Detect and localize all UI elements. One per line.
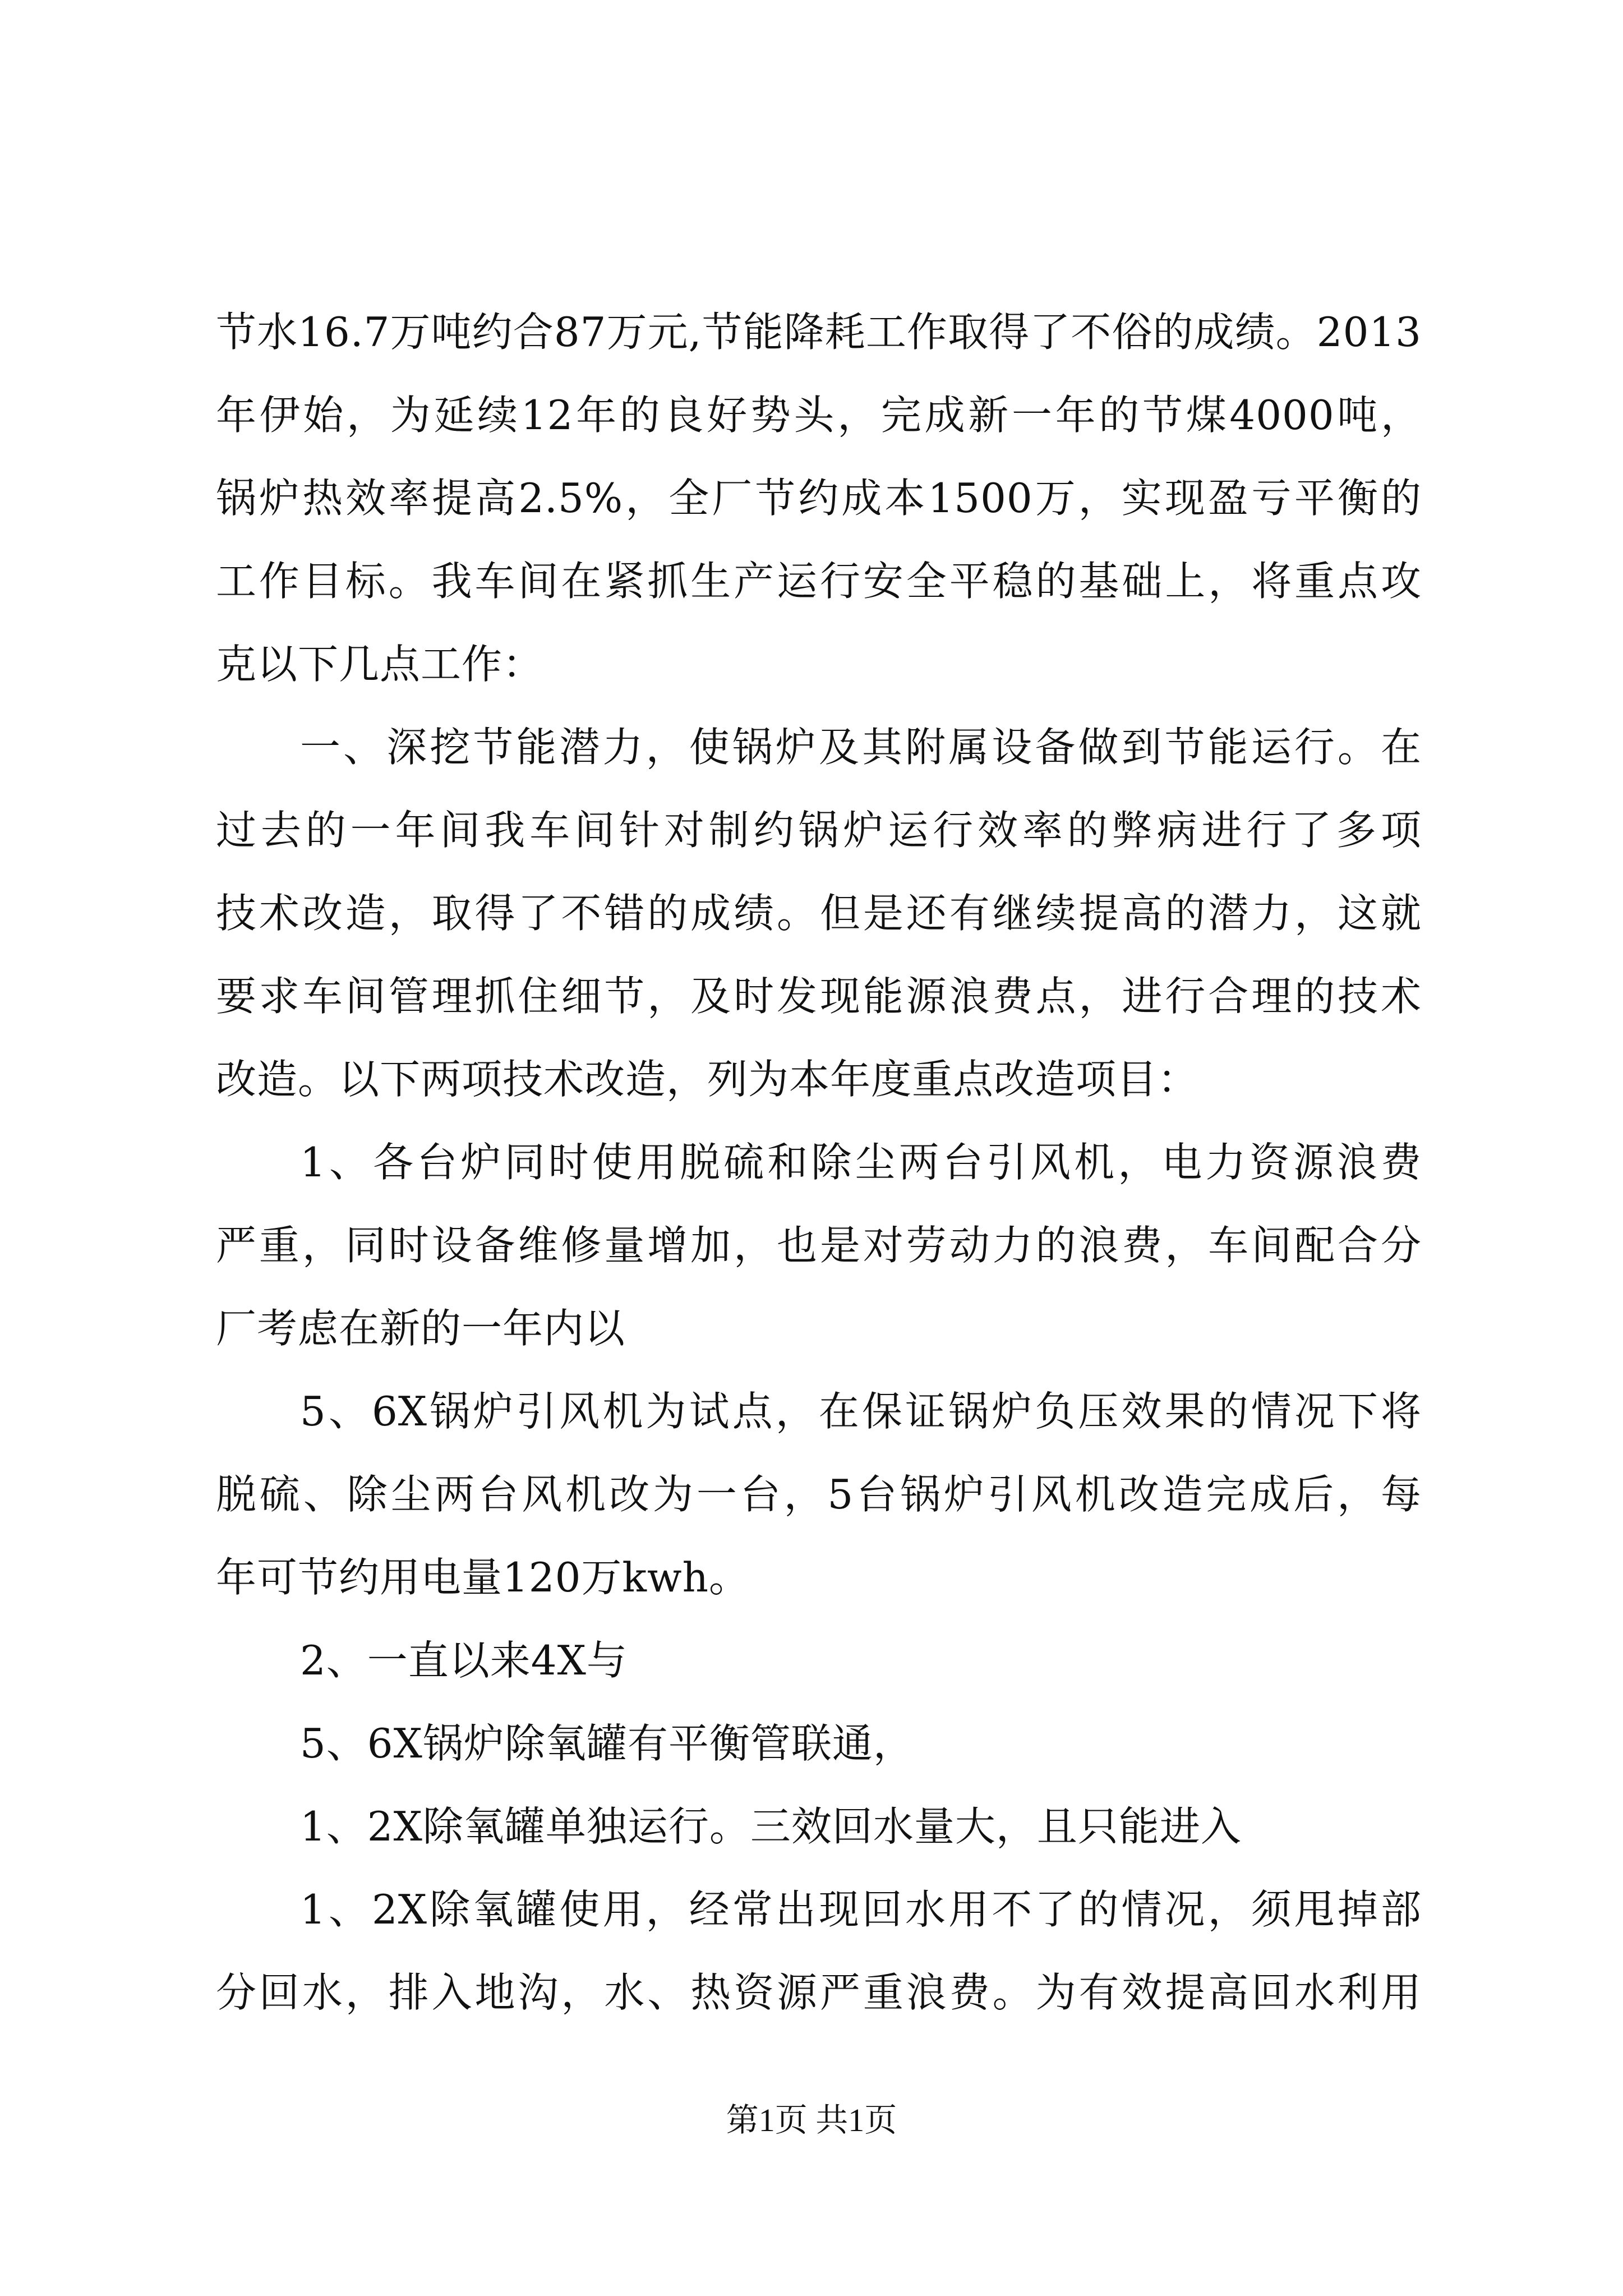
text-line: 要求车间管理抓住细节，及时发现能源浪费点，进行合理的技术 [216, 973, 1422, 1020]
text-line: 一、深挖节能潜力，使锅炉及其附属设备做到节能运行。在 [300, 724, 1422, 771]
page-number-footer: 第1页 共1页 [726, 2102, 897, 2138]
text-line: 工作目标。我车间在紧抓生产运行安全平稳的基础上，将重点攻 [216, 558, 1422, 605]
text-line: 改造。以下两项技术改造，列为本年度重点改造项目： [216, 1056, 1199, 1103]
text-line: 严重，同时设备维修量增加，也是对劳动力的浪费，车间配合分 [216, 1222, 1422, 1269]
text-line: 厂考虑在新的一年内以 [216, 1305, 626, 1352]
text-line: 技术改造，取得了不错的成绩。但是还有继续提高的潜力，这就 [216, 890, 1422, 937]
text-line: 过去的一年间我车间针对制约锅炉运行效率的弊病进行了多项 [216, 807, 1422, 854]
text-line: 5、6X锅炉引风机为试点，在保证锅炉负压效果的情况下将 [300, 1388, 1422, 1435]
text-line: 脱硫、除尘两台风机改为一台，5台锅炉引风机改造完成后，每 [216, 1471, 1422, 1518]
text-line: 克以下几点工作： [216, 641, 544, 688]
text-line: 分回水，排入地沟，水、热资源严重浪费。为有效提高回水利用 [216, 1969, 1422, 2016]
text-line: 2、一直以来4X与 [300, 1637, 628, 1684]
text-line: 1、2X除氧罐使用，经常出现回水用不了的情况，须甩掉部 [300, 1886, 1422, 1933]
text-line: 1、各台炉同时使用脱硫和除尘两台引风机，电力资源浪费 [300, 1139, 1422, 1186]
text-line: 锅炉热效率提高2.5%，全厂节约成本1500万，实现盈亏平衡的 [216, 475, 1422, 522]
document-body [216, 291, 1422, 2034]
text-line: 年伊始，为延续12年的良好势头，完成新一年的节煤4000吨， [216, 392, 1422, 439]
text-line: 5、6X锅炉除氧罐有平衡管联通， [300, 1720, 914, 1767]
text-line: 年可节约用电量120万kwh。 [216, 1554, 750, 1601]
text-line: 1、2X除氧罐单独运行。三效回水量大，且只能进入 [300, 1803, 1242, 1850]
text-line: 节水16.7万吨约合87万元,节能降耗工作取得了不俗的成绩。2013 [216, 309, 1422, 356]
